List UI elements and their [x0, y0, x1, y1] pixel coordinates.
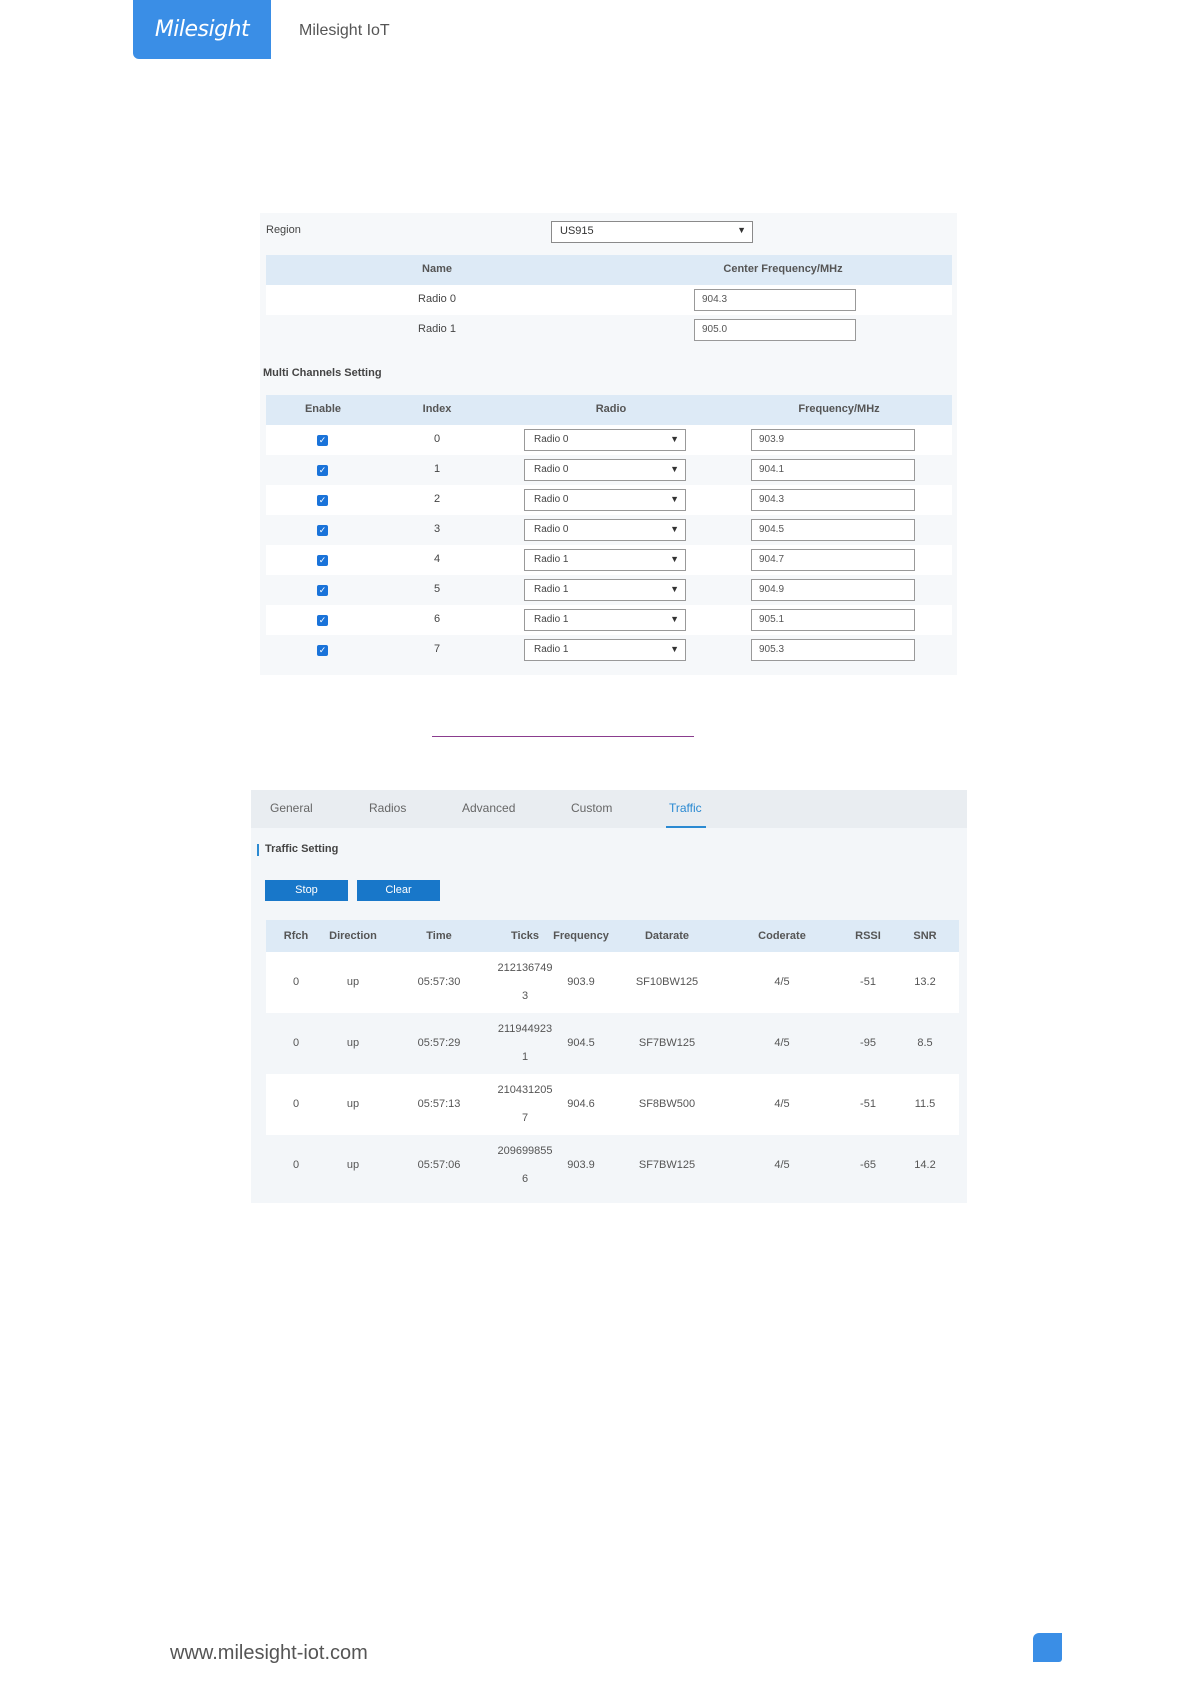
- col-frequency: Frequency/MHz: [798, 403, 880, 415]
- tab-custom[interactable]: Custom: [571, 801, 613, 815]
- enable-checkbox[interactable]: ✓: [318, 645, 327, 655]
- enable-checkbox[interactable]: ✓: [318, 435, 327, 445]
- region-label: Region: [266, 224, 301, 236]
- traffic-table-header: [266, 920, 959, 952]
- col-datarate: Datarate: [644, 930, 690, 942]
- chevron-down-icon: ▼: [670, 554, 679, 564]
- enable-checkbox[interactable]: ✓: [318, 465, 327, 475]
- cell-time: 05:57:13: [417, 1098, 461, 1110]
- col-frequency: Frequency: [553, 930, 609, 942]
- radio-select[interactable]: [524, 549, 686, 571]
- cell-direction: up: [346, 1037, 360, 1049]
- active-tab-indicator: [666, 826, 706, 828]
- traffic-setting-title: Traffic Setting: [265, 843, 339, 855]
- traffic-row: [266, 1013, 959, 1074]
- cell-snr: 14.2: [914, 1159, 936, 1171]
- col-center-frequency: Center Frequency/MHz: [723, 263, 843, 275]
- multi-channels-title: Multi Channels Setting: [263, 367, 382, 379]
- radio-table-header: [266, 255, 952, 285]
- frequency-input[interactable]: 905.1: [751, 609, 915, 631]
- cell-direction: up: [346, 1159, 360, 1171]
- col-ticks: Ticks: [511, 930, 539, 942]
- radios-panel: [260, 213, 957, 675]
- stop-button[interactable]: Stop: [265, 880, 348, 901]
- footer-url: www.milesight-iot.com: [170, 1642, 368, 1664]
- enable-checkbox[interactable]: ✓: [318, 585, 327, 595]
- col-name: Name: [422, 263, 452, 275]
- col-time: Time: [426, 930, 452, 942]
- col-rfch: Rfch: [283, 930, 309, 942]
- chevron-down-icon: ▼: [670, 584, 679, 594]
- cell-ticks-line2: 1: [521, 1051, 529, 1063]
- cell-rssi: -65: [860, 1159, 876, 1171]
- region-value: US915: [560, 225, 594, 237]
- radio-select[interactable]: [524, 639, 686, 661]
- cell-ticks-line1: 212136749: [497, 962, 553, 974]
- traffic-row: [266, 952, 959, 1013]
- radio-select-value: Radio 1: [534, 614, 569, 625]
- chevron-down-icon: ▼: [670, 524, 679, 534]
- cell-snr: 8.5: [917, 1037, 933, 1049]
- frequency-input[interactable]: 904.3: [751, 489, 915, 511]
- col-enable: Enable: [304, 403, 342, 415]
- cell-direction: up: [346, 1098, 360, 1110]
- radio-select-value: Radio 0: [534, 494, 569, 505]
- radio-select[interactable]: [524, 489, 686, 511]
- cell-time: 05:57:06: [417, 1159, 461, 1171]
- channel-index: 3: [433, 523, 441, 535]
- frequency-input[interactable]: 905.3: [751, 639, 915, 661]
- channel-index: 5: [433, 583, 441, 595]
- logo-text: Milesight: [154, 17, 250, 42]
- chevron-down-icon: ▼: [670, 644, 679, 654]
- cell-ticks-line1: 210431205: [497, 1084, 553, 1096]
- traffic-row: [266, 1074, 959, 1135]
- cell-rssi: -51: [860, 976, 876, 988]
- chevron-down-icon: ▼: [737, 225, 746, 235]
- cell-coderate: 4/5: [774, 1037, 790, 1049]
- cell-coderate: 4/5: [774, 1159, 790, 1171]
- channel-index: 4: [433, 553, 441, 565]
- radio-select-value: Radio 0: [534, 524, 569, 535]
- frequency-input[interactable]: 904.1: [751, 459, 915, 481]
- center-frequency-input[interactable]: 905.0: [694, 319, 856, 341]
- frequency-input[interactable]: 903.9: [751, 429, 915, 451]
- col-rssi: RSSI: [855, 930, 881, 942]
- traffic-panel: [251, 790, 967, 1203]
- enable-checkbox[interactable]: ✓: [318, 495, 327, 505]
- radio-select-value: Radio 1: [534, 644, 569, 655]
- cell-coderate: 4/5: [774, 1098, 790, 1110]
- channel-index: 0: [433, 433, 441, 445]
- divider: [432, 736, 694, 737]
- cell-direction: up: [346, 976, 360, 988]
- cell-frequency: 904.5: [567, 1037, 595, 1049]
- channel-index: 1: [433, 463, 441, 475]
- cell-datarate: SF10BW125: [635, 976, 699, 988]
- cell-rfch: 0: [292, 976, 300, 988]
- channel-index: 6: [433, 613, 441, 625]
- cell-snr: 11.5: [914, 1098, 936, 1110]
- cell-time: 05:57:29: [417, 1037, 461, 1049]
- cell-ticks-line1: 209699855: [497, 1145, 553, 1157]
- radio-select[interactable]: [524, 579, 686, 601]
- cell-rssi: -95: [860, 1037, 876, 1049]
- radio-select-value: Radio 0: [534, 464, 569, 475]
- tab-traffic[interactable]: Traffic: [669, 801, 702, 815]
- cell-ticks-line2: 3: [521, 990, 529, 1002]
- clear-button[interactable]: Clear: [357, 880, 440, 901]
- cell-frequency: 903.9: [567, 976, 595, 988]
- chevron-down-icon: ▼: [670, 434, 679, 444]
- chevron-down-icon: ▼: [670, 464, 679, 474]
- col-radio: Radio: [595, 403, 627, 415]
- page-corner-icon: [1033, 1633, 1062, 1662]
- cell-ticks-line1: 211944923: [497, 1023, 553, 1035]
- cell-snr: 13.2: [914, 976, 936, 988]
- col-coderate: Coderate: [758, 930, 806, 942]
- radio-select-value: Radio 0: [534, 434, 569, 445]
- radio-select[interactable]: [524, 429, 686, 451]
- cell-ticks-line2: 6: [521, 1173, 529, 1185]
- center-frequency-input[interactable]: 904.3: [694, 289, 856, 311]
- frequency-input[interactable]: 904.9: [751, 579, 915, 601]
- col-direction: Direction: [329, 930, 377, 942]
- cell-datarate: SF7BW125: [638, 1037, 696, 1049]
- cell-time: 05:57:30: [417, 976, 461, 988]
- enable-checkbox[interactable]: ✓: [318, 615, 327, 625]
- radio-select[interactable]: [524, 609, 686, 631]
- cell-rfch: 0: [292, 1159, 300, 1171]
- enable-checkbox[interactable]: ✓: [318, 525, 327, 535]
- radio-name: Radio 1: [418, 323, 456, 335]
- cell-rfch: 0: [292, 1037, 300, 1049]
- cell-datarate: SF7BW125: [638, 1159, 696, 1171]
- frequency-input[interactable]: 904.5: [751, 519, 915, 541]
- cell-ticks-line2: 7: [521, 1112, 529, 1124]
- radio-select[interactable]: [524, 459, 686, 481]
- radio-select-value: Radio 1: [534, 554, 569, 565]
- tab-bar: [251, 790, 967, 828]
- tab-advanced[interactable]: Advanced: [462, 801, 516, 815]
- col-index: Index: [422, 403, 452, 415]
- cell-rfch: 0: [292, 1098, 300, 1110]
- cell-frequency: 904.6: [567, 1098, 595, 1110]
- cell-datarate: SF8BW500: [638, 1098, 696, 1110]
- col-snr: SNR: [913, 930, 937, 942]
- channel-index: 7: [433, 643, 441, 655]
- region-select[interactable]: [551, 221, 753, 243]
- tab-radios[interactable]: Radios: [369, 801, 407, 815]
- cell-coderate: 4/5: [774, 976, 790, 988]
- brand-name: Milesight IoT: [299, 22, 390, 39]
- channel-table-header: [266, 395, 952, 425]
- enable-checkbox[interactable]: ✓: [318, 555, 327, 565]
- radio-select[interactable]: [524, 519, 686, 541]
- tab-general[interactable]: General: [270, 801, 313, 815]
- cell-frequency: 903.9: [567, 1159, 595, 1171]
- section-marker: [257, 844, 259, 856]
- radio-select-value: Radio 1: [534, 584, 569, 595]
- chevron-down-icon: ▼: [670, 614, 679, 624]
- chevron-down-icon: ▼: [670, 494, 679, 504]
- traffic-row: [266, 1135, 959, 1196]
- cell-rssi: -51: [860, 1098, 876, 1110]
- frequency-input[interactable]: 904.7: [751, 549, 915, 571]
- channel-index: 2: [433, 493, 441, 505]
- radio-name: Radio 0: [418, 293, 456, 305]
- logo: [133, 0, 271, 59]
